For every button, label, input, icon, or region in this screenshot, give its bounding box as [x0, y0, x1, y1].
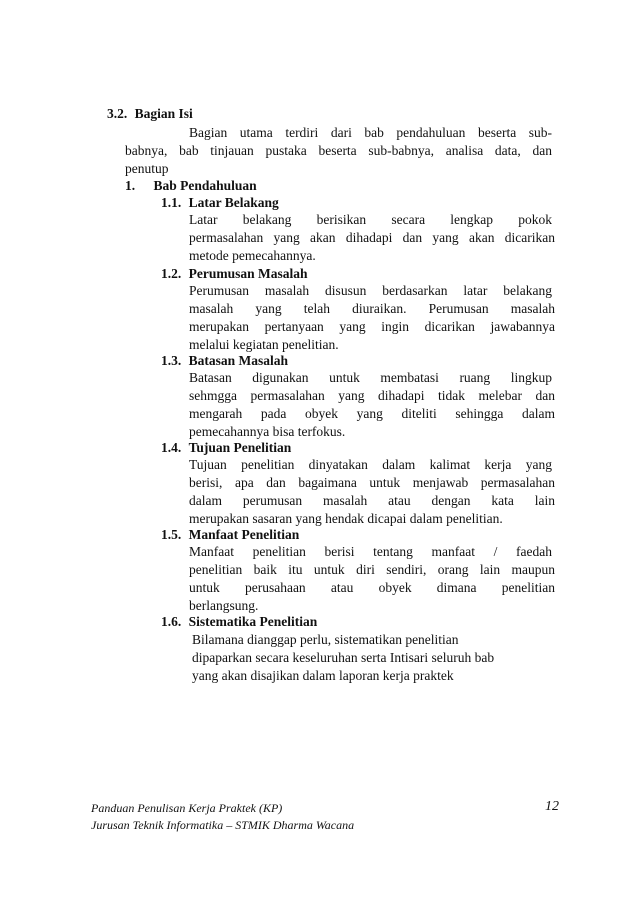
intro-line: penutup — [125, 161, 169, 176]
intro-line: Bagian utama terdiri dari bab pendahuluan beserta sub- — [189, 125, 552, 140]
subsection-title: Batasan Masalah — [188, 353, 289, 368]
paragraph-line: mengarah pada obyek yang diteliti sehingga dalam — [189, 406, 555, 421]
paragraph-line: permasalahan yang akan dihadapi dan yang akan dicarikan — [189, 230, 555, 245]
subsection-title: Sistematika Penelitian — [188, 614, 318, 629]
subsection-title: Perumusan Masalah — [188, 266, 308, 281]
subsection-number: 1.3. — [161, 353, 182, 368]
subsection-heading — [161, 194, 279, 211]
section-number: 3.2. — [107, 106, 128, 121]
paragraph-line: merupakan sasaran yang hendak dicapai dalam penelitian. — [189, 511, 503, 526]
paragraph-line: penelitian baik itu untuk diri sendiri, orang lain maupun — [189, 562, 555, 577]
paragraph-line: Perumusan masalah disusun berdasarkan latar belakang — [189, 283, 552, 298]
subsection-number: 1.5. — [161, 527, 182, 542]
paragraph-line: untuk perusahaan atau obyek dimana penelitian — [189, 580, 555, 595]
chapter-number: 1. — [125, 178, 136, 193]
paragraph-line: berisi, apa dan bagaimana untuk menjawab permasalahan — [189, 475, 555, 490]
subsection-title: Manfaat Penelitian — [188, 527, 300, 542]
subsection-title: Latar Belakang — [188, 195, 279, 210]
paragraph-line: masalah yang telah diuraikan. Perumusan masalah — [189, 301, 555, 316]
footer-subtitle: Jurusan Teknik Informatika – STMIK Dharma Wacana — [91, 818, 355, 832]
subsection-title: Tujuan Penelitian — [188, 440, 292, 455]
subsection-heading — [161, 352, 288, 369]
paragraph-line: Latar belakang berisikan secara lengkap pokok — [189, 212, 552, 227]
subsection-heading — [161, 265, 308, 282]
paragraph-line: Bilamana dianggap perlu, sistematikan penelitian — [192, 632, 459, 647]
subsection-number: 1.1. — [161, 195, 182, 210]
paragraph-line: sehmgga permasalahan yang dihadapi tidak melebar dan — [189, 388, 555, 403]
paragraph-line: yang akan disajikan dalam laporan kerja praktek — [192, 668, 454, 683]
intro-line: babnya, bab tinjauan pustaka beserta sub-babnya, analisa data, dan — [125, 143, 552, 158]
section-heading — [107, 105, 193, 122]
subsection-number: 1.6. — [161, 614, 182, 629]
footer-title: Panduan Penulisan Kerja Praktek (KP) — [91, 801, 283, 815]
paragraph-line: berlangsung. — [189, 598, 259, 613]
page-number: 12 — [545, 799, 559, 814]
subsection-number: 1.4. — [161, 440, 182, 455]
paragraph-line: dipaparkan secara keseluruhan serta Intisari seluruh bab — [192, 650, 495, 665]
chapter-heading — [125, 177, 257, 194]
paragraph-line: pemecahannya bisa terfokus. — [189, 424, 346, 439]
paragraph-line: metode pemecahannya. — [189, 248, 316, 263]
paragraph-line: Manfaat penelitian berisi tentang manfaat / faedah — [189, 544, 552, 559]
chapter-title: Bab Pendahuluan — [153, 178, 257, 193]
subsection-heading — [161, 613, 317, 630]
paragraph-line: dalam perumusan masalah atau dengan kata lain — [189, 493, 555, 508]
subsection-number: 1.2. — [161, 266, 182, 281]
paragraph-line: merupakan pertanyaan yang ingin dicarikan jawabannya — [189, 319, 555, 334]
paragraph-line: melalui kegiatan penelitian. — [189, 337, 339, 352]
subsection-heading — [161, 439, 291, 456]
paragraph-line: Batasan digunakan untuk membatasi ruang lingkup — [189, 370, 552, 385]
subsection-heading — [161, 526, 299, 543]
section-title: Bagian Isi — [134, 106, 193, 121]
paragraph-line: Tujuan penelitian dinyatakan dalam kalimat kerja yang — [189, 457, 552, 472]
